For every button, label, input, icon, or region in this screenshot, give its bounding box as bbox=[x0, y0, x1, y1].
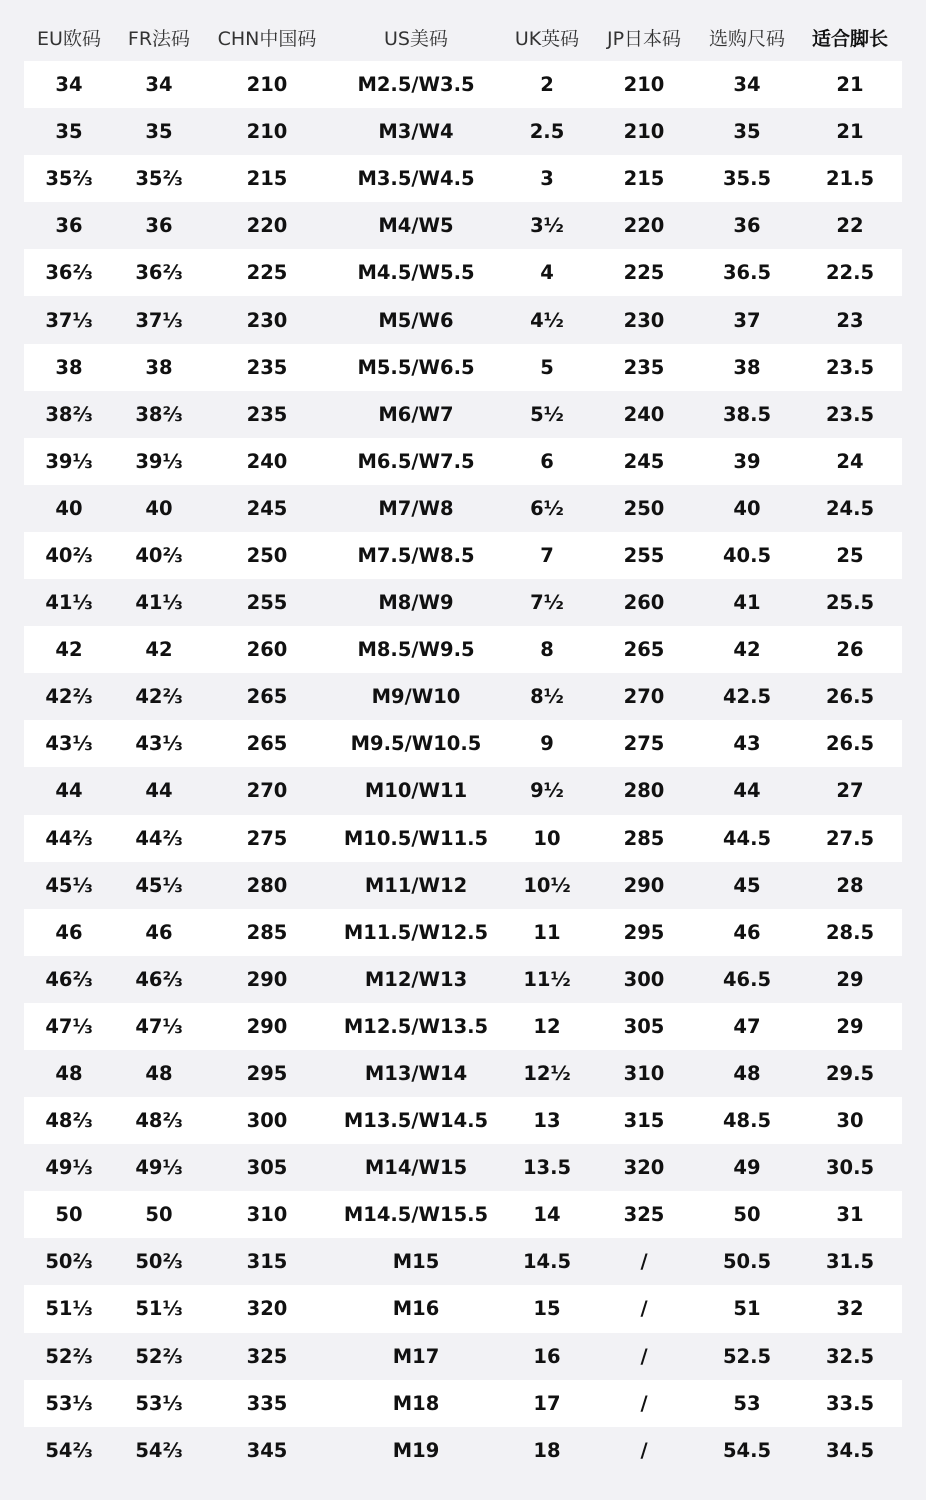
table-row bbox=[24, 956, 902, 1003]
cell-foot-length: 34.5 bbox=[798, 1427, 902, 1474]
cell-eu: 45⅓ bbox=[24, 862, 114, 909]
table-row bbox=[24, 767, 902, 814]
cell-uk: 10½ bbox=[502, 862, 592, 909]
cell-foot-length: 28 bbox=[798, 862, 902, 909]
cell-foot-length: 30.5 bbox=[798, 1144, 902, 1191]
cell-purchase-size: 40.5 bbox=[696, 532, 798, 579]
cell-chn: 240 bbox=[204, 438, 330, 485]
cell-eu: 44 bbox=[24, 767, 114, 814]
cell-fr: 39⅓ bbox=[114, 438, 204, 485]
cell-uk: 9 bbox=[502, 720, 592, 767]
cell-foot-length: 22.5 bbox=[798, 249, 902, 296]
cell-purchase-size: 48 bbox=[696, 1050, 798, 1097]
cell-uk: 5½ bbox=[502, 391, 592, 438]
cell-jp: 235 bbox=[592, 344, 696, 391]
cell-jp: 300 bbox=[592, 956, 696, 1003]
cell-fr: 41⅓ bbox=[114, 579, 204, 626]
cell-purchase-size: 45 bbox=[696, 862, 798, 909]
cell-foot-length: 25.5 bbox=[798, 579, 902, 626]
cell-eu: 42⅔ bbox=[24, 673, 114, 720]
cell-foot-length: 32 bbox=[798, 1285, 902, 1332]
table-row bbox=[24, 1144, 902, 1191]
table-row bbox=[24, 1097, 902, 1144]
cell-chn: 280 bbox=[204, 862, 330, 909]
cell-jp: 255 bbox=[592, 532, 696, 579]
cell-chn: 265 bbox=[204, 720, 330, 767]
cell-uk: 4½ bbox=[502, 296, 592, 343]
header-row bbox=[24, 14, 902, 61]
cell-foot-length: 23.5 bbox=[798, 344, 902, 391]
cell-fr: 49⅓ bbox=[114, 1144, 204, 1191]
table-row bbox=[24, 1191, 902, 1238]
cell-uk: 12½ bbox=[502, 1050, 592, 1097]
cell-jp: / bbox=[592, 1333, 696, 1380]
cell-us: M6/W7 bbox=[330, 391, 502, 438]
cell-eu: 51⅓ bbox=[24, 1285, 114, 1332]
cell-foot-length: 26.5 bbox=[798, 673, 902, 720]
header-purchase-size: 选购尺码 bbox=[708, 28, 785, 50]
cell-fr: 44 bbox=[114, 767, 204, 814]
cell-chn: 255 bbox=[204, 579, 330, 626]
cell-fr: 45⅓ bbox=[114, 862, 204, 909]
cell-fr: 36⅔ bbox=[114, 249, 204, 296]
table-row bbox=[24, 673, 902, 720]
cell-uk: 2 bbox=[502, 61, 592, 108]
cell-foot-length: 23.5 bbox=[798, 391, 902, 438]
cell-us: M16 bbox=[330, 1285, 502, 1332]
cell-us: M7/W8 bbox=[330, 485, 502, 532]
cell-purchase-size: 49 bbox=[696, 1144, 798, 1191]
cell-eu: 48 bbox=[24, 1050, 114, 1097]
cell-eu: 53⅓ bbox=[24, 1380, 114, 1427]
cell-us: M2.5/W3.5 bbox=[330, 61, 502, 108]
cell-us: M3.5/W4.5 bbox=[330, 155, 502, 202]
table-row bbox=[24, 438, 902, 485]
cell-us: M8/W9 bbox=[330, 579, 502, 626]
cell-purchase-size: 46.5 bbox=[696, 956, 798, 1003]
cell-foot-length: 31.5 bbox=[798, 1238, 902, 1285]
cell-uk: 4 bbox=[502, 249, 592, 296]
cell-chn: 260 bbox=[204, 626, 330, 673]
cell-uk: 5 bbox=[502, 344, 592, 391]
cell-purchase-size: 46 bbox=[696, 909, 798, 956]
cell-us: M19 bbox=[330, 1427, 502, 1474]
cell-eu: 37⅓ bbox=[24, 296, 114, 343]
cell-foot-length: 29.5 bbox=[798, 1050, 902, 1097]
cell-foot-length: 27.5 bbox=[798, 815, 902, 862]
cell-us: M18 bbox=[330, 1380, 502, 1427]
cell-chn: 265 bbox=[204, 673, 330, 720]
cell-uk: 18 bbox=[502, 1427, 592, 1474]
table-row bbox=[24, 344, 902, 391]
cell-jp: 290 bbox=[592, 862, 696, 909]
cell-jp: 210 bbox=[592, 108, 696, 155]
cell-foot-length: 22 bbox=[798, 202, 902, 249]
header-eu: EU欧码 bbox=[37, 28, 101, 50]
table-row bbox=[24, 862, 902, 909]
cell-us: M4.5/W5.5 bbox=[330, 249, 502, 296]
cell-us: M12.5/W13.5 bbox=[330, 1003, 502, 1050]
cell-purchase-size: 42.5 bbox=[696, 673, 798, 720]
table-row bbox=[24, 532, 902, 579]
cell-foot-length: 33.5 bbox=[798, 1380, 902, 1427]
cell-purchase-size: 42 bbox=[696, 626, 798, 673]
cell-us: M9/W10 bbox=[330, 673, 502, 720]
cell-eu: 44⅔ bbox=[24, 815, 114, 862]
cell-jp: 220 bbox=[592, 202, 696, 249]
cell-eu: 40 bbox=[24, 485, 114, 532]
cell-fr: 50⅔ bbox=[114, 1238, 204, 1285]
cell-foot-length: 21 bbox=[798, 108, 902, 155]
cell-purchase-size: 50 bbox=[696, 1191, 798, 1238]
cell-purchase-size: 35 bbox=[696, 108, 798, 155]
cell-fr: 34 bbox=[114, 61, 204, 108]
cell-us: M11.5/W12.5 bbox=[330, 909, 502, 956]
cell-fr: 36 bbox=[114, 202, 204, 249]
cell-foot-length: 25 bbox=[798, 532, 902, 579]
cell-foot-length: 28.5 bbox=[798, 909, 902, 956]
cell-uk: 13 bbox=[502, 1097, 592, 1144]
table-row bbox=[24, 626, 902, 673]
cell-eu: 50⅔ bbox=[24, 1238, 114, 1285]
cell-uk: 8½ bbox=[502, 673, 592, 720]
cell-chn: 235 bbox=[204, 391, 330, 438]
cell-purchase-size: 47 bbox=[696, 1003, 798, 1050]
cell-chn: 300 bbox=[204, 1097, 330, 1144]
cell-foot-length: 31 bbox=[798, 1191, 902, 1238]
table-row bbox=[24, 579, 902, 626]
cell-fr: 38⅔ bbox=[114, 391, 204, 438]
cell-chn: 290 bbox=[204, 956, 330, 1003]
cell-chn: 325 bbox=[204, 1333, 330, 1380]
cell-purchase-size: 38 bbox=[696, 344, 798, 391]
table-row bbox=[24, 485, 902, 532]
header-fr: FR法码 bbox=[127, 28, 191, 50]
cell-purchase-size: 37 bbox=[696, 296, 798, 343]
cell-foot-length: 30 bbox=[798, 1097, 902, 1144]
cell-us: M8.5/W9.5 bbox=[330, 626, 502, 673]
cell-jp: 325 bbox=[592, 1191, 696, 1238]
cell-purchase-size: 40 bbox=[696, 485, 798, 532]
cell-purchase-size: 53 bbox=[696, 1380, 798, 1427]
cell-jp: / bbox=[592, 1427, 696, 1474]
cell-uk: 3 bbox=[502, 155, 592, 202]
header-us: US美码 bbox=[384, 28, 448, 50]
cell-eu: 48⅔ bbox=[24, 1097, 114, 1144]
cell-us: M13/W14 bbox=[330, 1050, 502, 1097]
cell-jp: 265 bbox=[592, 626, 696, 673]
cell-us: M7.5/W8.5 bbox=[330, 532, 502, 579]
cell-fr: 50 bbox=[114, 1191, 204, 1238]
cell-eu: 46⅔ bbox=[24, 956, 114, 1003]
cell-eu: 46 bbox=[24, 909, 114, 956]
table-row bbox=[24, 391, 902, 438]
cell-chn: 215 bbox=[204, 155, 330, 202]
table-row bbox=[24, 1427, 902, 1474]
size-conversion-table bbox=[24, 14, 902, 1474]
cell-jp: 315 bbox=[592, 1097, 696, 1144]
cell-chn: 220 bbox=[204, 202, 330, 249]
cell-us: M4/W5 bbox=[330, 202, 502, 249]
cell-jp: 240 bbox=[592, 391, 696, 438]
cell-us: M14.5/W15.5 bbox=[330, 1191, 502, 1238]
cell-uk: 15 bbox=[502, 1285, 592, 1332]
cell-foot-length: 21.5 bbox=[798, 155, 902, 202]
table-row bbox=[24, 61, 902, 108]
cell-uk: 7½ bbox=[502, 579, 592, 626]
cell-chn: 335 bbox=[204, 1380, 330, 1427]
cell-purchase-size: 36 bbox=[696, 202, 798, 249]
cell-uk: 12 bbox=[502, 1003, 592, 1050]
cell-purchase-size: 51 bbox=[696, 1285, 798, 1332]
cell-us: M6.5/W7.5 bbox=[330, 438, 502, 485]
cell-uk: 7 bbox=[502, 532, 592, 579]
cell-us: M10/W11 bbox=[330, 767, 502, 814]
cell-uk: 8 bbox=[502, 626, 592, 673]
cell-eu: 36 bbox=[24, 202, 114, 249]
cell-chn: 310 bbox=[204, 1191, 330, 1238]
cell-jp: / bbox=[592, 1238, 696, 1285]
cell-eu: 54⅔ bbox=[24, 1427, 114, 1474]
cell-purchase-size: 41 bbox=[696, 579, 798, 626]
cell-us: M17 bbox=[330, 1333, 502, 1380]
table-row bbox=[24, 108, 902, 155]
cell-fr: 43⅓ bbox=[114, 720, 204, 767]
cell-jp: 260 bbox=[592, 579, 696, 626]
cell-foot-length: 29 bbox=[798, 1003, 902, 1050]
table-row bbox=[24, 1050, 902, 1097]
header-foot-length: 适合脚长 bbox=[811, 28, 888, 50]
cell-jp: 310 bbox=[592, 1050, 696, 1097]
table-row bbox=[24, 1003, 902, 1050]
cell-us: M5.5/W6.5 bbox=[330, 344, 502, 391]
cell-fr: 53⅓ bbox=[114, 1380, 204, 1427]
cell-us: M11/W12 bbox=[330, 862, 502, 909]
cell-fr: 46⅔ bbox=[114, 956, 204, 1003]
cell-foot-length: 32.5 bbox=[798, 1333, 902, 1380]
cell-uk: 2.5 bbox=[502, 108, 592, 155]
cell-purchase-size: 35.5 bbox=[696, 155, 798, 202]
cell-eu: 34 bbox=[24, 61, 114, 108]
cell-jp: 275 bbox=[592, 720, 696, 767]
cell-fr: 52⅔ bbox=[114, 1333, 204, 1380]
cell-fr: 40⅔ bbox=[114, 532, 204, 579]
cell-jp: 270 bbox=[592, 673, 696, 720]
cell-foot-length: 24.5 bbox=[798, 485, 902, 532]
cell-eu: 49⅓ bbox=[24, 1144, 114, 1191]
cell-jp: 280 bbox=[592, 767, 696, 814]
table-body bbox=[24, 61, 902, 1474]
cell-purchase-size: 52.5 bbox=[696, 1333, 798, 1380]
table-row bbox=[24, 815, 902, 862]
cell-us: M3/W4 bbox=[330, 108, 502, 155]
cell-fr: 35⅔ bbox=[114, 155, 204, 202]
cell-foot-length: 24 bbox=[798, 438, 902, 485]
cell-jp: / bbox=[592, 1285, 696, 1332]
cell-uk: 14 bbox=[502, 1191, 592, 1238]
cell-uk: 14.5 bbox=[502, 1238, 592, 1285]
cell-us: M9.5/W10.5 bbox=[330, 720, 502, 767]
cell-jp: 245 bbox=[592, 438, 696, 485]
cell-fr: 42⅔ bbox=[114, 673, 204, 720]
cell-jp: 225 bbox=[592, 249, 696, 296]
cell-chn: 290 bbox=[204, 1003, 330, 1050]
cell-jp: 230 bbox=[592, 296, 696, 343]
table-row bbox=[24, 1238, 902, 1285]
cell-chn: 345 bbox=[204, 1427, 330, 1474]
cell-foot-length: 26.5 bbox=[798, 720, 902, 767]
cell-fr: 37⅓ bbox=[114, 296, 204, 343]
cell-purchase-size: 39 bbox=[696, 438, 798, 485]
cell-fr: 51⅓ bbox=[114, 1285, 204, 1332]
cell-fr: 42 bbox=[114, 626, 204, 673]
cell-eu: 43⅓ bbox=[24, 720, 114, 767]
cell-fr: 48 bbox=[114, 1050, 204, 1097]
cell-fr: 48⅔ bbox=[114, 1097, 204, 1144]
cell-jp: 215 bbox=[592, 155, 696, 202]
cell-eu: 38 bbox=[24, 344, 114, 391]
cell-chn: 235 bbox=[204, 344, 330, 391]
cell-purchase-size: 38.5 bbox=[696, 391, 798, 438]
cell-uk: 3½ bbox=[502, 202, 592, 249]
cell-eu: 36⅔ bbox=[24, 249, 114, 296]
cell-chn: 270 bbox=[204, 767, 330, 814]
table-row bbox=[24, 909, 902, 956]
cell-uk: 11½ bbox=[502, 956, 592, 1003]
cell-uk: 13.5 bbox=[502, 1144, 592, 1191]
cell-uk: 16 bbox=[502, 1333, 592, 1380]
cell-fr: 46 bbox=[114, 909, 204, 956]
cell-fr: 40 bbox=[114, 485, 204, 532]
cell-foot-length: 26 bbox=[798, 626, 902, 673]
cell-us: M13.5/W14.5 bbox=[330, 1097, 502, 1144]
cell-eu: 40⅔ bbox=[24, 532, 114, 579]
header-jp: JP日本码 bbox=[606, 28, 682, 50]
table-row bbox=[24, 155, 902, 202]
cell-eu: 42 bbox=[24, 626, 114, 673]
table-row bbox=[24, 1285, 902, 1332]
cell-chn: 245 bbox=[204, 485, 330, 532]
cell-jp: 210 bbox=[592, 61, 696, 108]
cell-eu: 38⅔ bbox=[24, 391, 114, 438]
table-row bbox=[24, 720, 902, 767]
cell-uk: 9½ bbox=[502, 767, 592, 814]
cell-us: M14/W15 bbox=[330, 1144, 502, 1191]
cell-eu: 50 bbox=[24, 1191, 114, 1238]
cell-uk: 6½ bbox=[502, 485, 592, 532]
cell-fr: 35 bbox=[114, 108, 204, 155]
cell-purchase-size: 48.5 bbox=[696, 1097, 798, 1144]
cell-chn: 320 bbox=[204, 1285, 330, 1332]
cell-purchase-size: 54.5 bbox=[696, 1427, 798, 1474]
cell-jp: 295 bbox=[592, 909, 696, 956]
cell-eu: 35 bbox=[24, 108, 114, 155]
cell-chn: 250 bbox=[204, 532, 330, 579]
cell-eu: 35⅔ bbox=[24, 155, 114, 202]
cell-foot-length: 21 bbox=[798, 61, 902, 108]
cell-us: M10.5/W11.5 bbox=[330, 815, 502, 862]
cell-fr: 44⅔ bbox=[114, 815, 204, 862]
cell-chn: 225 bbox=[204, 249, 330, 296]
cell-chn: 210 bbox=[204, 108, 330, 155]
cell-chn: 210 bbox=[204, 61, 330, 108]
cell-chn: 275 bbox=[204, 815, 330, 862]
cell-us: M15 bbox=[330, 1238, 502, 1285]
cell-eu: 52⅔ bbox=[24, 1333, 114, 1380]
cell-uk: 6 bbox=[502, 438, 592, 485]
cell-foot-length: 29 bbox=[798, 956, 902, 1003]
cell-foot-length: 27 bbox=[798, 767, 902, 814]
cell-purchase-size: 44.5 bbox=[696, 815, 798, 862]
cell-chn: 295 bbox=[204, 1050, 330, 1097]
cell-purchase-size: 50.5 bbox=[696, 1238, 798, 1285]
cell-fr: 38 bbox=[114, 344, 204, 391]
cell-purchase-size: 44 bbox=[696, 767, 798, 814]
cell-chn: 315 bbox=[204, 1238, 330, 1285]
table-row bbox=[24, 296, 902, 343]
table-row bbox=[24, 1333, 902, 1380]
table-row bbox=[24, 1380, 902, 1427]
cell-uk: 11 bbox=[502, 909, 592, 956]
cell-jp: 305 bbox=[592, 1003, 696, 1050]
cell-jp: 320 bbox=[592, 1144, 696, 1191]
cell-foot-length: 23 bbox=[798, 296, 902, 343]
cell-eu: 39⅓ bbox=[24, 438, 114, 485]
cell-jp: / bbox=[592, 1380, 696, 1427]
cell-jp: 250 bbox=[592, 485, 696, 532]
cell-us: M12/W13 bbox=[330, 956, 502, 1003]
cell-purchase-size: 34 bbox=[696, 61, 798, 108]
cell-jp: 285 bbox=[592, 815, 696, 862]
cell-eu: 47⅓ bbox=[24, 1003, 114, 1050]
cell-purchase-size: 36.5 bbox=[696, 249, 798, 296]
table-header bbox=[24, 14, 902, 61]
cell-uk: 10 bbox=[502, 815, 592, 862]
cell-chn: 230 bbox=[204, 296, 330, 343]
cell-fr: 47⅓ bbox=[114, 1003, 204, 1050]
cell-fr: 54⅔ bbox=[114, 1427, 204, 1474]
cell-chn: 285 bbox=[204, 909, 330, 956]
table-row bbox=[24, 249, 902, 296]
cell-eu: 41⅓ bbox=[24, 579, 114, 626]
header-chn: CHN中国码 bbox=[217, 28, 317, 50]
cell-purchase-size: 43 bbox=[696, 720, 798, 767]
cell-chn: 305 bbox=[204, 1144, 330, 1191]
cell-uk: 17 bbox=[502, 1380, 592, 1427]
cell-us: M5/W6 bbox=[330, 296, 502, 343]
header-uk: UK英码 bbox=[514, 28, 580, 50]
table-row bbox=[24, 202, 902, 249]
